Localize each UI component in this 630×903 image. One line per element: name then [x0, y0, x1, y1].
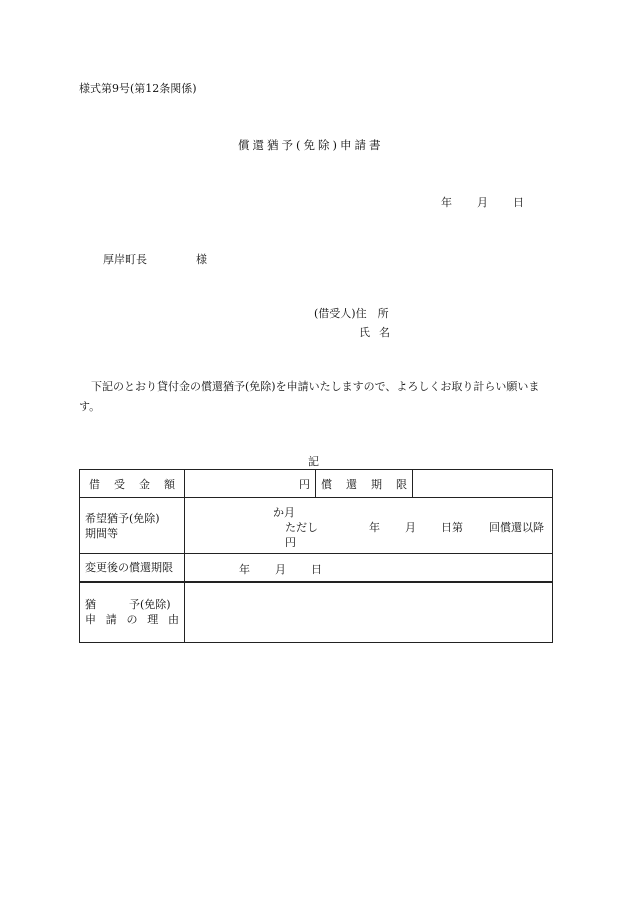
desired-period-label-line1: 希望猶予(免除) — [85, 511, 160, 525]
proviso-day-label: 日第 — [441, 521, 463, 534]
applicant-address-label: (借受人)住 所 — [314, 307, 389, 320]
desired-period-field[interactable] — [185, 498, 553, 554]
request-body-text: 下記のとおり貸付金の償還猶予(免除)を申請いたしますので、よろしくお取り計らい願います。 — [79, 380, 540, 413]
months-label: か月 — [273, 506, 295, 519]
new-deadline-field[interactable] — [185, 554, 553, 582]
reason-label-cell — [80, 582, 185, 643]
desired-period-label-line2: 期間等 — [85, 526, 118, 540]
reason-field[interactable] — [185, 582, 553, 643]
proviso-month-label: 月 — [405, 521, 416, 534]
proviso-year-label: 年 — [369, 521, 380, 534]
reason-label-line1: 猶 予(免除) — [85, 598, 171, 612]
date-day-label: 日 — [513, 196, 524, 209]
repayment-deadline-label: 償還期限 — [321, 477, 407, 491]
date-year-label: 年 — [441, 196, 452, 209]
loan-amount-field[interactable] — [185, 470, 316, 498]
loan-amount-label: 借受金額 — [89, 477, 175, 491]
repayment-deadline-field[interactable] — [413, 470, 553, 498]
new-deadline-year-label: 年 — [239, 563, 250, 576]
date-month-label: 月 — [477, 196, 488, 209]
reason-label-line2: 申請の理由 — [85, 613, 179, 627]
new-deadline-day-label: 日 — [311, 563, 322, 576]
application-table — [79, 469, 553, 643]
reason-row — [80, 582, 553, 643]
new-deadline-label: 変更後の償還期限 — [80, 554, 185, 582]
desired-period-row — [80, 498, 553, 554]
document-title: 償還猶予(免除)申請書 — [238, 138, 384, 152]
repayment-deadline-label-cell — [316, 470, 413, 498]
loan-amount-unit: 円 — [299, 477, 310, 491]
addressee-honorific: 様 — [196, 253, 207, 266]
new-deadline-month-label: 月 — [275, 563, 286, 576]
note-heading: 記 — [308, 455, 319, 468]
desired-period-label-cell — [80, 498, 185, 554]
proviso-label: ただし — [285, 521, 318, 534]
loan-amount-label-cell — [80, 470, 185, 498]
installment-label: 回償還以降 — [489, 521, 544, 534]
addressee-name: 厚岸町長 — [103, 253, 147, 266]
new-deadline-row — [80, 554, 553, 582]
applicant-name-label: 氏名 — [359, 326, 399, 339]
form-number: 様式第9号(第12条関係) — [79, 82, 197, 95]
loan-amount-row — [80, 470, 553, 498]
yen-label: 円 — [285, 536, 296, 549]
